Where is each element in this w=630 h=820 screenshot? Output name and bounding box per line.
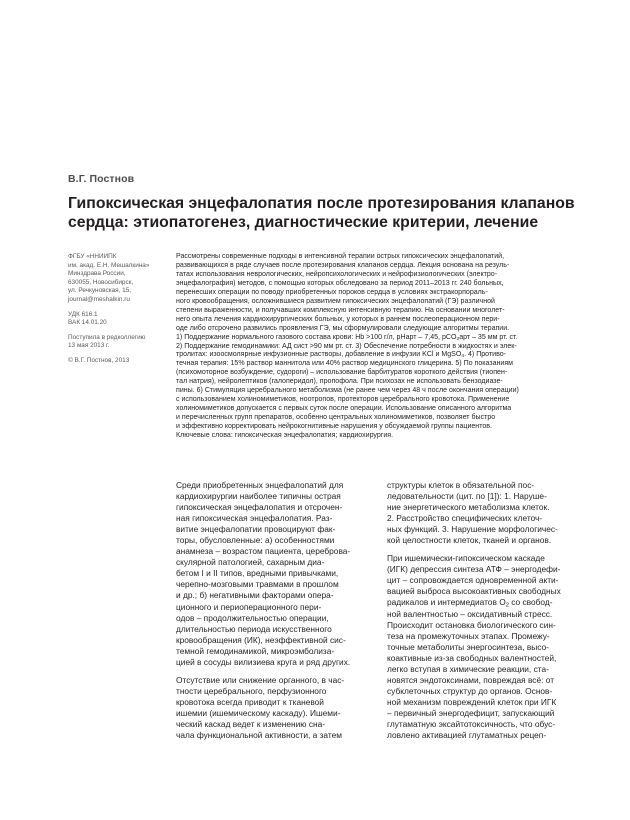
text-line: тности церебрального, перфузионного xyxy=(176,685,327,696)
abstract-text: 1) Поддержание нормального газового состава крови: Hb >100 г/л, pHарт – 7,45, pCO xyxy=(176,333,457,341)
text-line: коактивные из-за свободных валентностей, xyxy=(387,652,557,663)
text-line: ная гипоксическая энцефалопатия. Раз- xyxy=(176,513,333,524)
text-line: одов – продолжительностью операции, xyxy=(176,612,329,623)
affiliation xyxy=(68,253,168,305)
abstract-line: татах использования неврологических, нейропсихологических и нейрофизиологических (электро- xyxy=(176,270,498,278)
abstract-line: развивающихся в ряде случаев после протезирования клапанов сердца. Лекция основана на резуль- xyxy=(176,261,510,269)
text-line: ционного и периоперационного пери- xyxy=(176,601,322,612)
vak-code: ВАК 14.01.20 xyxy=(68,319,107,327)
abstract-text: . 4) Противо- xyxy=(464,351,507,359)
text-line: ных функций. 3. Нарушение морфологичес- xyxy=(387,524,558,535)
abstract-line: и перечисленных групп препаратов, особенно центральных холиномиметиков, позволяет быстро xyxy=(176,414,496,422)
abstract-line: степени выраженности, и получавших комплексную интенсивную терапию. На основании многолет- xyxy=(176,306,505,314)
title-line: Гипоксическая энцефалопатия после протезирования клапанов xyxy=(68,195,575,212)
text-line: ной механизм повреждений клеток при ИГК xyxy=(387,696,557,707)
text-line: кой целостности клеток, тканей и органов. xyxy=(387,535,552,546)
paragraph xyxy=(387,480,591,546)
affiliation-line: Минздрава России, xyxy=(68,270,126,278)
subscript: 2 xyxy=(456,336,460,342)
subscript: 2 xyxy=(505,602,509,609)
text-line: ловлено активацией глутаматных рецеп- xyxy=(387,730,547,741)
text-fragment: радикалов и интермедиатов O xyxy=(387,597,506,608)
abstract-line: энцефалография) методов, с помощью которых обследовано за период 2011–2013 гг. 240 больных, xyxy=(176,279,504,287)
abstract-line xyxy=(176,334,576,343)
text-line: вацией выброса высокоактивных свободных xyxy=(387,586,561,597)
text-line: структуры клеток в обязательной пос- xyxy=(387,480,535,490)
text-line: скулярной патологией, сахарным диа- xyxy=(176,557,325,568)
abstract-line: (психомоторное возбуждение, судороги) – использование барбитуратов короткого действия (тиопен- xyxy=(176,369,508,377)
text-line: кровотока всегда приводит к тканевой xyxy=(176,696,324,707)
text-line: черепно-мозговыми травмами в прошлом xyxy=(176,579,339,590)
text-line: ние энергетического метаболизма клеток. xyxy=(387,502,550,513)
text-line: цией в сосуды вилизиева круга и ряд других. xyxy=(176,656,351,667)
paragraph xyxy=(176,480,380,668)
text-line: легко вступая в химические реакции, ста- xyxy=(387,663,549,674)
text-fragment: со свобод- xyxy=(508,597,553,608)
text-line: и др.; б) негативными факторами опера- xyxy=(176,590,334,601)
abstract-line: Рассмотрены современные подходы в интенсивной терапии острых гипоксических энцефалопатий, xyxy=(176,253,505,260)
text-line: субклеточных структур до органов. Основ- xyxy=(387,685,553,696)
abstract-line: 2) Поддержание гемодинамики: АД сист >90 мм рт. ст. 3) Обеспечение потребности в жидкостях и элек- xyxy=(176,342,517,350)
abstract-line: течная терапия: 15% раствор маннитола или 40% раствор медицинского глицерина. 5) По показаниям xyxy=(176,360,513,368)
received-line: 13 мая 2013 г. xyxy=(68,342,110,350)
body-column-right xyxy=(387,480,591,741)
text-line: торы, обусловленные: а) особенностями xyxy=(176,535,335,546)
classification xyxy=(68,311,168,328)
text-line xyxy=(387,597,591,608)
abstract-line: тал натрия), нейролептиков (галоперидол), пропофола. При психозах не использовать бензодиазе- xyxy=(176,378,503,386)
body-column-left xyxy=(176,480,380,741)
abstract-text: арт – 35 мм рт. ст. xyxy=(459,333,518,341)
affiliation-line: ФГБУ «ННИИПК xyxy=(68,253,117,260)
abstract-line: ного кровообращения, осложнившиеся развитием гипоксических энцефалопатий (ГЭ) различной xyxy=(176,297,495,305)
text-line: новятся эндотоксинами, повреждая всё: от xyxy=(387,674,555,685)
subscript: 4 xyxy=(461,354,465,360)
keywords: Ключевые слова: гипоксическая энцефалопатия; кардиохирургия. xyxy=(176,432,394,440)
article-title xyxy=(68,194,588,232)
text-line: чала функциональной активности, а затем xyxy=(176,730,342,741)
text-line: ной валентностью – оксидативный стресс. xyxy=(387,608,553,619)
text-line: длительностью периода искусственного xyxy=(176,623,332,634)
text-line: анамнеза – возрастом пациента, цереброва- xyxy=(176,546,351,557)
abstract-text: тролитах: изоосмолярные инфузионные растворы, добавление в инфузии KCl и MgSO xyxy=(176,351,462,359)
abstract-line xyxy=(176,351,576,360)
text-line: кардиохирургии наиболее типичны острая xyxy=(176,491,341,502)
text-line: точные метаболиты энергосинтеза, высо- xyxy=(387,641,549,652)
text-line: 2. Расстройство специфических клеточ- xyxy=(387,513,543,524)
text-line: Отсутствие или снижение органного, в час- xyxy=(176,674,345,685)
title-line: сердца: этиопатогенез, диагностические критерии, лечение xyxy=(68,214,539,231)
received-date xyxy=(68,334,168,351)
affiliation-line: ул. Речкуновская, 15, xyxy=(68,287,132,295)
abstract-line: с использованием холиномиметиков, ноотропов, протекторов церебрального кровотока. Применение xyxy=(176,396,510,404)
text-line: витие энцефалопатии провоцируют фак- xyxy=(176,524,336,535)
abstract-line: перенесших операции по поводу приобретенных пороков сердца в условиях экстракорпораль- xyxy=(176,288,488,296)
udc-code: УДК 616.1 xyxy=(68,310,98,318)
text-line: гипоксическая энцефалопатия и отсрочен- xyxy=(176,502,343,513)
text-line: теза на промежуточных этапах. Промежу- xyxy=(387,630,550,641)
paragraph xyxy=(176,675,380,741)
text-line: Среди приобретенных энцефалопатий для xyxy=(176,480,344,490)
affiliation-line: 630055, Новосибирск, xyxy=(68,278,134,286)
abstract-line: и эффективно корректировать нейрокогнитивные нарушения у обсуждаемой группы пациентов. xyxy=(176,423,492,431)
sidebar-meta xyxy=(68,253,168,366)
text-line: (ИГК) депрессия синтеза АТФ – энергодефи- xyxy=(387,564,561,575)
text-line: бетом I и II типов, вредными привычками, xyxy=(176,568,339,579)
abstract-line: оде либо отсрочено развились проявления ГЭ, мы сформулировали следующие алгоритмы терапии. xyxy=(176,324,510,332)
text-line: – первичный энергодефицит, запускающий xyxy=(387,707,555,718)
text-line: ческий каскад ведет к изменению сна- xyxy=(176,718,326,729)
abstract-line: пины. 6) Стимуляция церебрального метаболизма (не ранее чем через 48 ч после окончания операции) xyxy=(176,387,519,395)
paragraph xyxy=(387,553,591,741)
abstract xyxy=(176,253,576,441)
text-line: При ишемически-гипоксическом каскаде xyxy=(387,553,545,564)
text-line: темной гемодинамикой, микроэмболиза- xyxy=(176,645,335,656)
author-name: В.Г. Постнов xyxy=(68,173,135,185)
text-line: глутаматную эксайтотоксичность, что обус- xyxy=(387,718,556,729)
received-line: Поступила в редколлегию xyxy=(68,333,146,341)
text-line: ледовательности (цит. по [1]): 1. Наруше- xyxy=(387,491,547,502)
text-line: кровообращения (ИК), неэффективной сис- xyxy=(176,634,346,645)
text-line: цит – сопровождается одновременной акти- xyxy=(387,575,559,586)
text-line: ишемии (ишемическому каскаду). Ишеми- xyxy=(176,707,341,718)
abstract-line: холиномиметиков допускается с первых суток после операции. Использование описанного алгоритма xyxy=(176,405,512,413)
abstract-line: него опыта лечения кардиохирургических больных, у которых в раннем послеоперационном пери- xyxy=(176,315,500,323)
copyright: © В.Г. Постнов, 2013 xyxy=(68,356,130,364)
text-line: Происходит остановка биологического син- xyxy=(387,619,556,630)
affiliation-line: им. акад. Е.Н. Мешалкина» xyxy=(68,261,150,269)
contact-email: journal@meshalkin.ru xyxy=(68,295,130,303)
